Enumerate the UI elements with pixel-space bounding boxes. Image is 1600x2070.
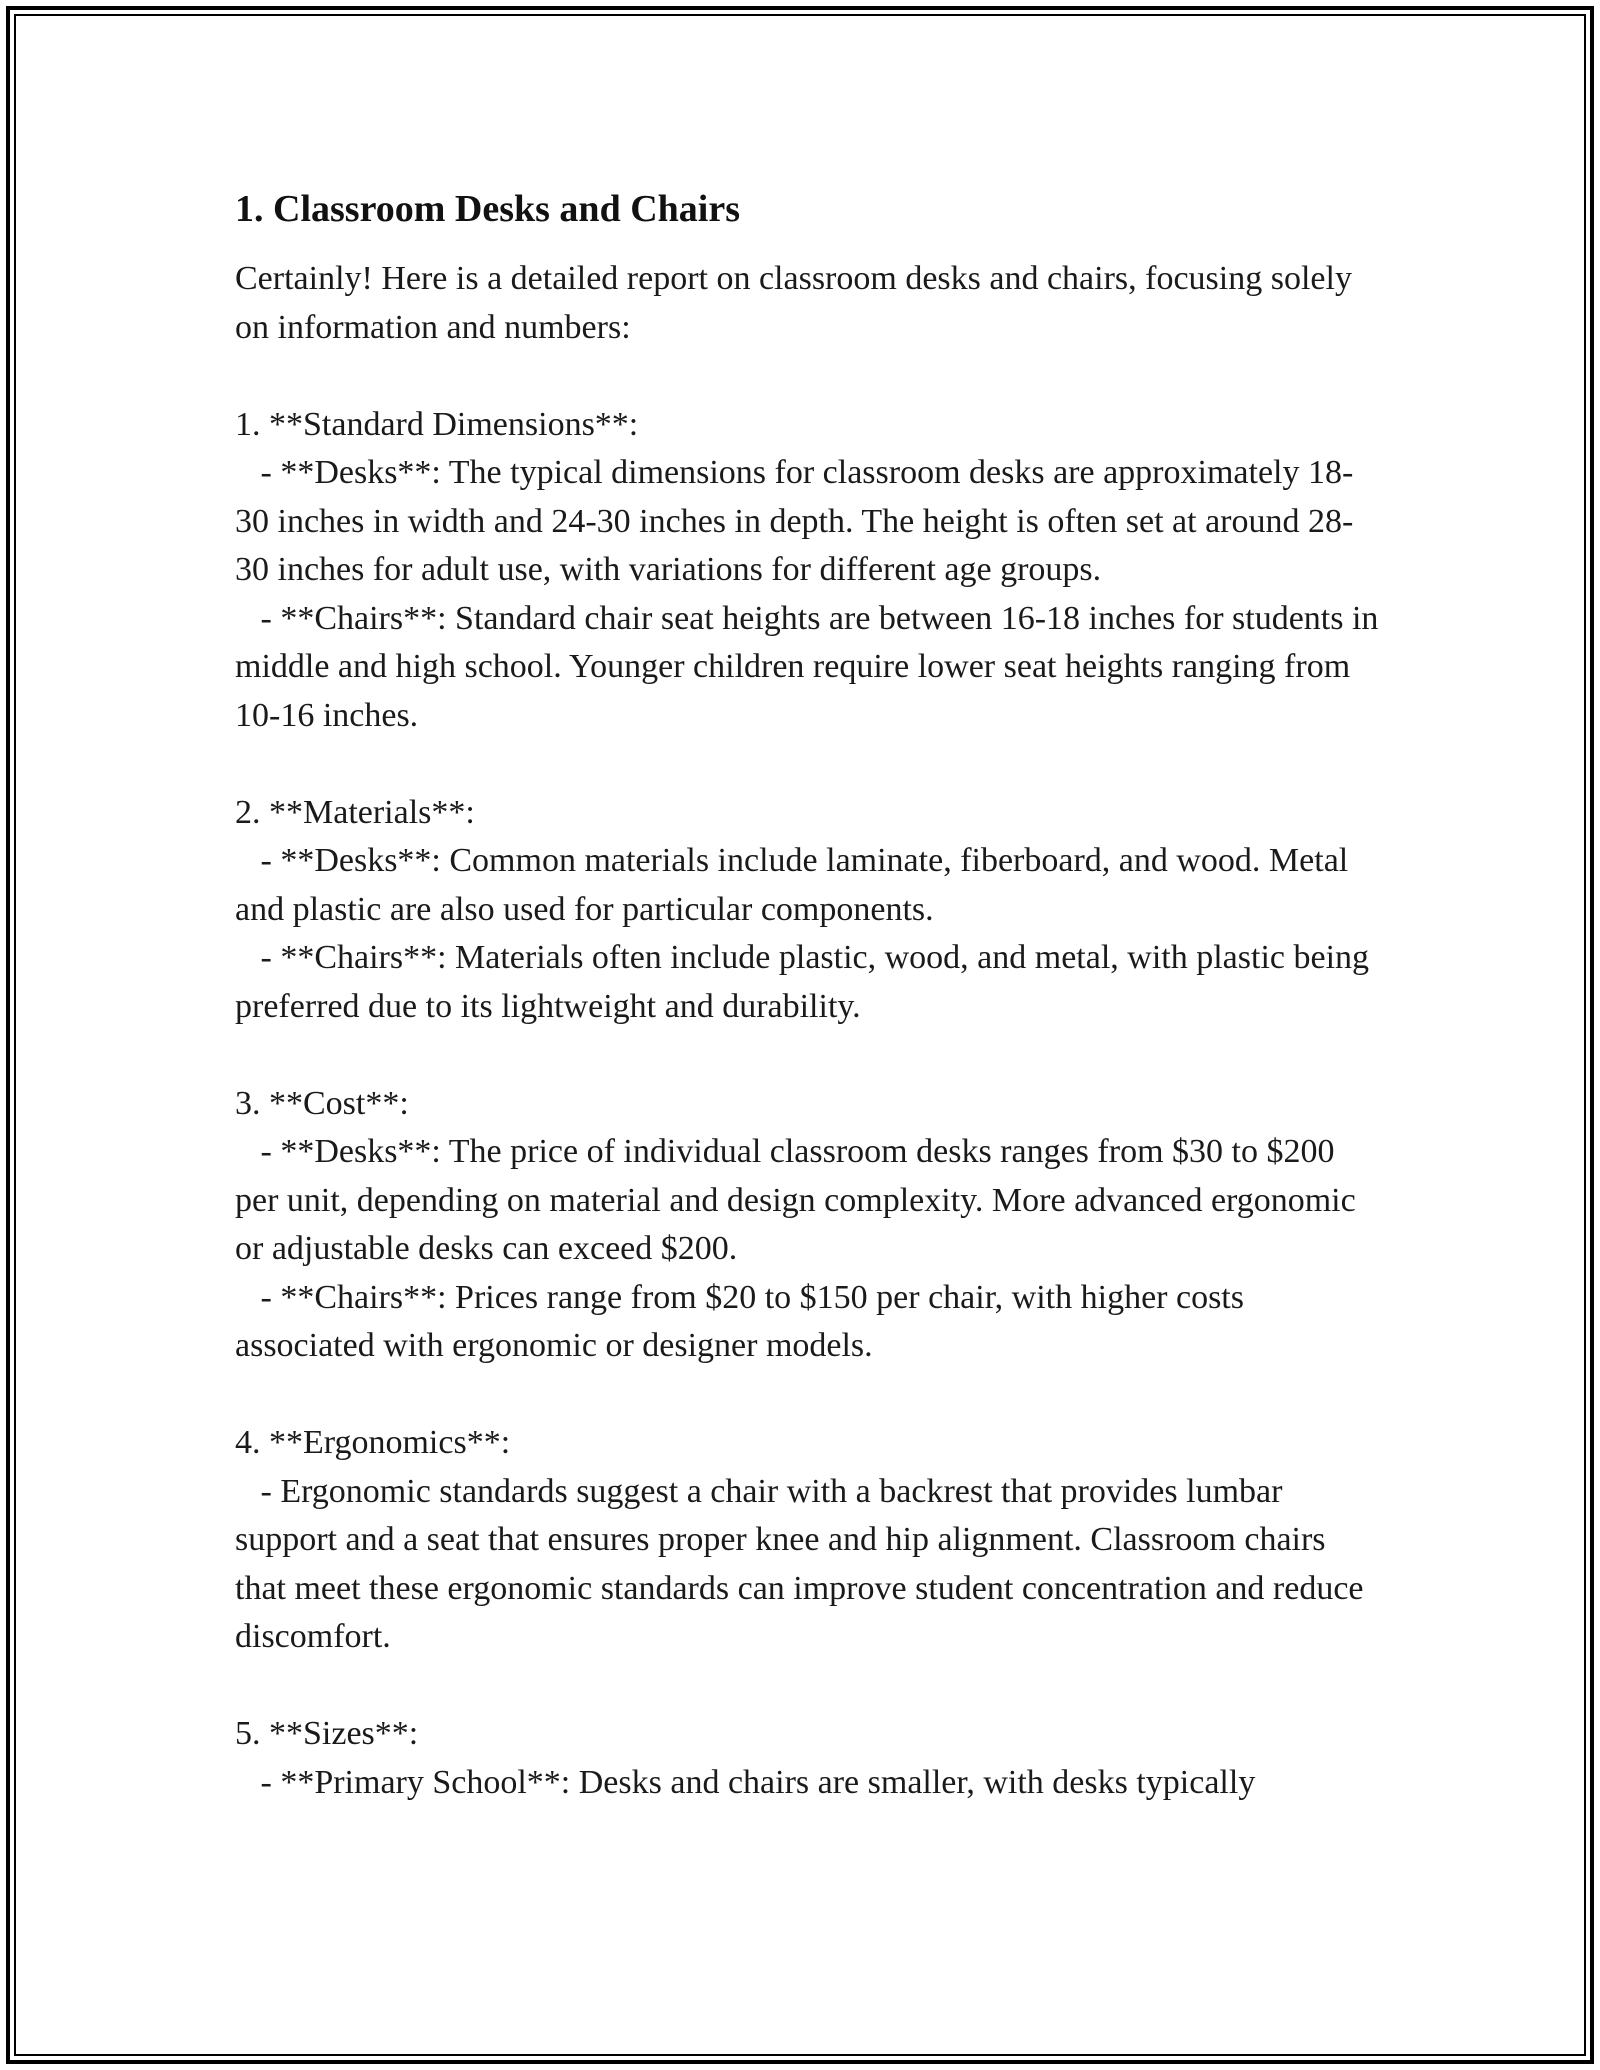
section-1-desks: - **Desks**: The typical dimensions for classroom desks are approximately 18-30 inches in width and 24-30 inches in depth. The height is often set at around 28-30 inches for adult use, with variations for different age groups.	[235, 454, 1354, 588]
section-1-chairs: - **Chairs**: Standard chair seat heights are between 16-18 inches for students in middle and high school. Younger children require lower seat heights ranging from 10-16 inches.	[235, 599, 1387, 734]
section-3-title: 3. **Cost**:	[235, 1084, 409, 1122]
section-4-title: 4. **Ergonomics**:	[235, 1424, 511, 1461]
section-3-desks: - **Desks**: The price of individual classroom desks ranges from $30 to $200 per unit, depending on material and design complexity. More advanced ergonomic or adjustable desks can exceed $200.	[235, 1133, 1365, 1267]
section-4-ergonomics: - Ergonomic standards suggest a chair with a backrest that provides lumbar support and a seat that ensures proper knee and hip alignment. Classroom chairs that meet these ergonomic standards can improve student concentration and reduce discomfort.	[235, 1472, 1373, 1655]
section-3-chairs: - **Chairs**: Prices range from $20 to $150 per chair, with higher costs associated with ergonomic or designer models.	[235, 1278, 1253, 1364]
section-2-chairs: - **Chairs**: Materials often include plastic, wood, and metal, with plastic being preferred due to its lightweight and durability.	[235, 939, 1378, 1025]
section-5-primary-school: - **Primary School**: Desks and chairs are smaller, with desks typically	[235, 1763, 1256, 1801]
section-2-desks: - **Desks**: Common materials include laminate, fiberboard, and wood. Metal and plastic are also used for particular components.	[235, 842, 1357, 928]
document-body	[235, 185, 1385, 1807]
intro-paragraph: Certainly! Here is a detailed report on classroom desks and chairs, focusing solely on information and numbers:	[235, 260, 1361, 346]
section-1-title: 1. **Standard Dimensions**:	[235, 405, 639, 443]
section-5-title: 5. **Sizes**:	[235, 1715, 419, 1752]
section-2-title: 2. **Materials**:	[235, 793, 475, 831]
section-heading: 1. Classroom Desks and Chairs	[235, 188, 740, 230]
